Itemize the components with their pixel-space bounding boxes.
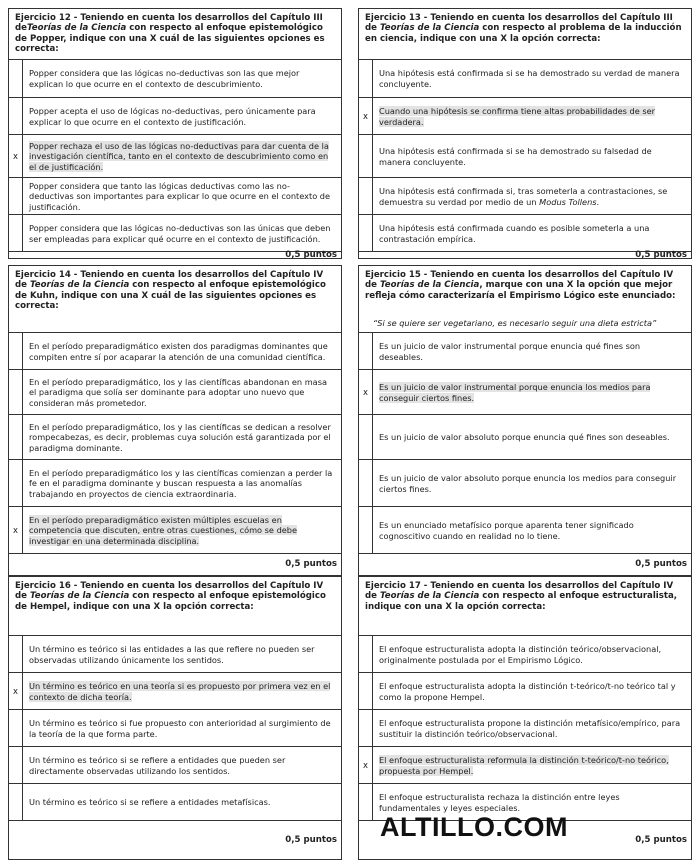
answer-text-content: Es un juicio de valor instrumental porque enuncia los medios para conseguir ciertos fines.: [379, 381, 651, 403]
answer-mark-cell[interactable]: [359, 415, 373, 460]
book-title: Teorías de la Ciencia: [379, 23, 480, 34]
book-title: Teorías de la Ciencia: [29, 280, 130, 291]
answer-mark-cell[interactable]: [9, 333, 23, 370]
answer-option[interactable]: [9, 459, 341, 507]
answer-text-content: Una hipótesis está confirmada si, tras someterla a contrastaciones, se demuestra su verdad por medio de un: [379, 185, 668, 207]
answer-text-content: Es un juicio de valor absoluto porque enuncia qué fines son deseables.: [379, 432, 670, 443]
answer-text: [29, 507, 333, 554]
points-row: [359, 251, 691, 259]
answer-option[interactable]: [359, 332, 691, 370]
header-text-rest: con respecto al enfoque epistemológico de Hempel, indique con una X la opción correcta:: [15, 591, 326, 612]
answer-text: [29, 784, 333, 821]
answer-text: [29, 415, 333, 460]
answer-text-content: En el período preparadigmático, los y las científicas abandonan en masa el paradigma que solía ser dominante para adoptar uno nuevo que consideran más prometedor.: [29, 376, 327, 408]
answer-text: [29, 460, 333, 507]
answer-mark-cell[interactable]: [359, 460, 373, 507]
answer-mark-cell[interactable]: [359, 673, 373, 710]
exercise-14: [8, 265, 342, 576]
exercise-header: [359, 9, 691, 44]
answer-text: [29, 333, 333, 370]
answer-text: [29, 98, 333, 135]
answer-mark-cell[interactable]: [359, 370, 373, 415]
answer-option[interactable]: [9, 177, 341, 215]
exercise-header: [9, 266, 341, 312]
answer-option[interactable]: [359, 214, 691, 252]
answer-text-content: Es un juicio de valor instrumental porque enuncia qué fines son deseables.: [379, 340, 641, 362]
answer-option[interactable]: [359, 459, 691, 507]
points-label: 0,5 puntos: [635, 559, 687, 569]
header-text: Ejercicio 16 - Teniendo en cuenta los desarrollos del Capítulo IV de: [15, 581, 324, 602]
book-title: Teorías de la Ciencia: [379, 280, 480, 291]
answer-option[interactable]: [359, 134, 691, 178]
answer-option[interactable]: [9, 506, 341, 554]
answer-text: [379, 673, 683, 710]
answer-text-content: Popper considera que las lógicas no-deductivas son las que mejor explican lo que ocurre en el contexto de descubrimiento.: [29, 68, 300, 89]
quoted-statement: “Si se quiere ser vegetariano, es necesario seguir una dieta estricta”: [373, 318, 657, 328]
answer-text-content: Un término es teórico en una teoría si es propuesto por primera vez en el contexto de dicha teoría.: [29, 680, 331, 702]
exercise-header: [9, 577, 341, 612]
answer-text-content: El enfoque estructuralista rechaza la distinción entre leyes fundamentales y leyes especiales.: [379, 791, 620, 813]
answer-text: [379, 636, 683, 673]
exercise-12: [8, 8, 342, 259]
answer-option[interactable]: [9, 332, 341, 370]
answer-mark-cell[interactable]: [359, 333, 373, 370]
answer-text-content: En el período preparadigmático los y las científicas comienzan a perder la fe en el paradigma dominante y buscan respuesta a las anomalías trabajando en proyectos de ciencia extraordinaria.: [29, 467, 333, 499]
header-text-rest: con respecto al enfoque epistemológico de Popper, indique con una X cuál de las siguientes opciones es correcta:: [15, 23, 325, 55]
answer-text: [379, 460, 683, 507]
header-text: Ejercicio 15 - Teniendo en cuenta los desarrollos del Capítulo IV de: [365, 270, 674, 291]
answer-mark-cell[interactable]: [9, 98, 23, 135]
answer-option[interactable]: [9, 134, 341, 178]
answer-text: [379, 507, 683, 554]
points-label: 0,5 puntos: [635, 834, 687, 845]
answer-option[interactable]: [359, 506, 691, 554]
answer-mark-cell[interactable]: [359, 747, 373, 784]
answer-mark-cell[interactable]: [9, 747, 23, 784]
answer-option[interactable]: [9, 746, 341, 784]
answer-text-content: En el período preparadigmático existen múltiples escuelas en competencia que discuten, entre otras cuestiones, cómo se debe investigar en una determinada disciplina.: [29, 514, 298, 546]
answer-text-content: En el período preparadigmático existen dos paradigmas dominantes que compiten entre sí por acaparar la atención de una comunidad científica.: [29, 340, 328, 362]
answer-mark-cell[interactable]: [9, 178, 23, 215]
points-row: [359, 553, 691, 576]
answer-text-content: Popper considera que tanto las lógicas deductivas como las no-deductivas son importantes para explicar lo que ocurre en el contexto de justificación.: [29, 180, 331, 212]
answer-text-end: .: [596, 196, 600, 207]
answer-text: [29, 636, 333, 673]
answer-text: [29, 710, 333, 747]
answer-text: [379, 215, 683, 252]
answer-option[interactable]: [359, 746, 691, 784]
answer-mark-cell[interactable]: [359, 636, 373, 673]
answer-text-content: Un término es teórico si fue propuesto con anterioridad al surgimiento de la teoría de la que forma parte.: [29, 717, 331, 739]
answer-mark-cell[interactable]: [9, 710, 23, 747]
answer-mark-cell[interactable]: [9, 784, 23, 821]
answer-mark: x: [363, 759, 368, 770]
answer-text: [29, 178, 333, 215]
header-text: Ejercicio 12 - Teniendo en cuenta los desarrollos del Capítulo III de: [15, 13, 323, 34]
answer-text: [379, 370, 683, 415]
answer-text-content: El enfoque estructuralista reformula la distinción t-teórico/t-no teórico, propuesta por Hempel.: [379, 754, 669, 776]
answer-text-content: Popper rechaza el uso de las lógicas no-deductivas para dar cuenta de la investigación científica, tanto en el contexto de descubrimiento como en el de justificación.: [29, 140, 329, 172]
answer-option[interactable]: [359, 369, 691, 415]
answer-text-content: En el período preparadigmático, los y las científicas se dedican a resolver rompecabezas, es decir, problemas cuya solución está garantizada por el paradigma dominante.: [29, 421, 331, 453]
answer-mark: x: [363, 386, 368, 397]
answer-option[interactable]: [9, 414, 341, 460]
answer-option[interactable]: [9, 369, 341, 415]
answer-text-content: Una hipótesis está confirmada si se ha demostrado su falsedad de manera concluyente.: [379, 145, 652, 167]
answer-text-content: El enfoque estructuralista propone la distinción metafísico/empírico, para sustituir la distinción teórico/observacional.: [379, 717, 681, 739]
book-title: Teorías de la Ciencia: [29, 591, 130, 602]
answer-mark-cell[interactable]: [9, 370, 23, 415]
answer-text-content: Una hipótesis está confirmada cuando es posible someterla a una contrastación empírica.: [379, 222, 650, 244]
answer-mark-cell[interactable]: [9, 673, 23, 710]
answer-text: [29, 673, 333, 710]
answer-mark-cell[interactable]: [359, 784, 373, 821]
answer-text: [379, 60, 683, 98]
answer-mark-cell[interactable]: [9, 135, 23, 178]
answer-option[interactable]: [9, 59, 341, 98]
answer-option[interactable]: [359, 177, 691, 215]
answer-text: [379, 135, 683, 178]
header-text: Ejercicio 17 - Teniendo en cuenta los desarrollos del Capítulo IV de: [365, 581, 674, 602]
answer-option[interactable]: [359, 709, 691, 747]
answer-text-content: Cuando una hipótesis se confirma tiene altas probabilidades de ser verdadera.: [379, 105, 656, 127]
answer-option[interactable]: [9, 97, 341, 135]
points-label: 0,5 puntos: [635, 249, 687, 260]
answer-option[interactable]: [9, 783, 341, 821]
answer-option[interactable]: [359, 414, 691, 460]
answer-option[interactable]: [9, 635, 341, 673]
altillo-logo: ALTILLO.COM: [380, 812, 568, 842]
answer-mark: x: [363, 110, 368, 121]
answer-text-content: Un término es teórico si se refiere a entidades que pueden ser directamente observadas utilizando los sentidos.: [29, 754, 286, 776]
answer-text-content: Un término es teórico si se refiere a entidades metafísicas.: [29, 797, 271, 808]
answer-option[interactable]: [9, 709, 341, 747]
answer-mark-cell[interactable]: [359, 507, 373, 554]
answer-text-content: Es un juicio de valor absoluto porque enuncia los medios para conseguir ciertos fines.: [379, 472, 677, 494]
answer-text-emphasis: Modus Tollens: [539, 196, 597, 207]
exercise-header: [359, 577, 691, 612]
answer-text-content: Una hipótesis está confirmada si se ha demostrado su verdad de manera concluyente.: [379, 68, 680, 89]
answer-text-content: Un término es teórico si las entidades a las que refiere no pueden ser observadas utilizando únicamente los sentidos.: [29, 643, 315, 665]
answer-text: [379, 178, 683, 215]
points-row: [9, 820, 341, 860]
answer-text: [29, 747, 333, 784]
answer-text: [379, 747, 683, 784]
points-row: [9, 553, 341, 576]
points-label: 0,5 puntos: [285, 834, 337, 845]
answer-text-content: Popper considera que las lógicas no-deductivas son las únicas que deben ser empleadas para explicar qué ocurre en el contexto de justificación.: [29, 222, 331, 244]
points-label: 0,5 puntos: [285, 249, 337, 260]
answer-mark-cell[interactable]: [359, 98, 373, 135]
header-text-rest: , marque con una X la opción que mejor refleja cómo caracterizaría el Empirismo Lógico este enunciado:: [365, 280, 676, 301]
answer-text-content: El enfoque estructuralista adopta la distinción t-teórico/t-no teórico tal y como la propone Hempel.: [379, 680, 676, 702]
answer-mark: x: [13, 150, 18, 161]
answer-mark: x: [13, 685, 18, 696]
exercise-header: [359, 266, 691, 301]
points-label: 0,5 puntos: [285, 559, 337, 569]
header-text: Ejercicio 13 - Teniendo en cuenta los desarrollos del Capítulo III de: [365, 13, 673, 34]
answer-mark-cell[interactable]: [359, 178, 373, 215]
header-text-rest: con respecto al enfoque estructuralista, indique con una X la opción correcta:: [365, 591, 678, 612]
answer-text: [29, 135, 333, 178]
book-title: Teorías de la Ciencia: [379, 591, 480, 602]
answer-mark-cell[interactable]: [9, 60, 23, 98]
header-text-rest: con respecto al enfoque epistemológico de Kuhn, indique con una X cuál de las siguientes opciones es correcta:: [15, 280, 326, 312]
answer-option[interactable]: [359, 672, 691, 710]
answer-text: [29, 215, 333, 252]
answer-option[interactable]: [359, 59, 691, 98]
points-row: [9, 251, 341, 259]
header-text: Ejercicio 14 - Teniendo en cuenta los desarrollos del Capítulo IV de: [15, 270, 324, 291]
answer-mark-cell[interactable]: [359, 215, 373, 252]
answer-mark-cell[interactable]: [9, 460, 23, 507]
answer-text-content: Popper acepta el uso de lógicas no-deductivas, pero únicamente para explicar lo que ocurre en el contexto de justificación.: [29, 105, 316, 127]
answer-mark-cell[interactable]: [9, 507, 23, 554]
answer-mark-cell[interactable]: [9, 636, 23, 673]
answer-text: [379, 98, 683, 135]
answer-mark-cell[interactable]: [359, 135, 373, 178]
answer-text-content: El enfoque estructuralista adopta la distinción teórico/observacional, originalmente postulada por el Empirismo Lógico.: [379, 643, 662, 665]
answer-option[interactable]: [359, 635, 691, 673]
answer-mark-cell[interactable]: [9, 215, 23, 252]
exercise-16: [8, 576, 342, 860]
answer-option[interactable]: [359, 97, 691, 135]
answer-text: [379, 333, 683, 370]
answer-text: [379, 710, 683, 747]
answer-option[interactable]: [9, 672, 341, 710]
answer-mark: x: [13, 524, 18, 535]
answer-text: [29, 370, 333, 415]
answer-mark-cell[interactable]: [359, 60, 373, 98]
answer-text: [379, 415, 683, 460]
book-title: Teorías de la Ciencia: [26, 23, 127, 34]
exercise-13: [358, 8, 692, 259]
answer-option[interactable]: [9, 214, 341, 252]
answer-mark-cell[interactable]: [9, 415, 23, 460]
answer-text: [29, 60, 333, 98]
exercise-15: [358, 265, 692, 576]
answer-text-content: Es un enunciado metafísico porque aparenta tener significado cognoscitivo cuando en realidad no lo tiene.: [379, 519, 634, 541]
exercise-header: [9, 9, 341, 55]
header-text-rest: con respecto al problema de la inducción en ciencia, indique con una X la opción correcta:: [365, 23, 682, 44]
answer-mark-cell[interactable]: [359, 710, 373, 747]
